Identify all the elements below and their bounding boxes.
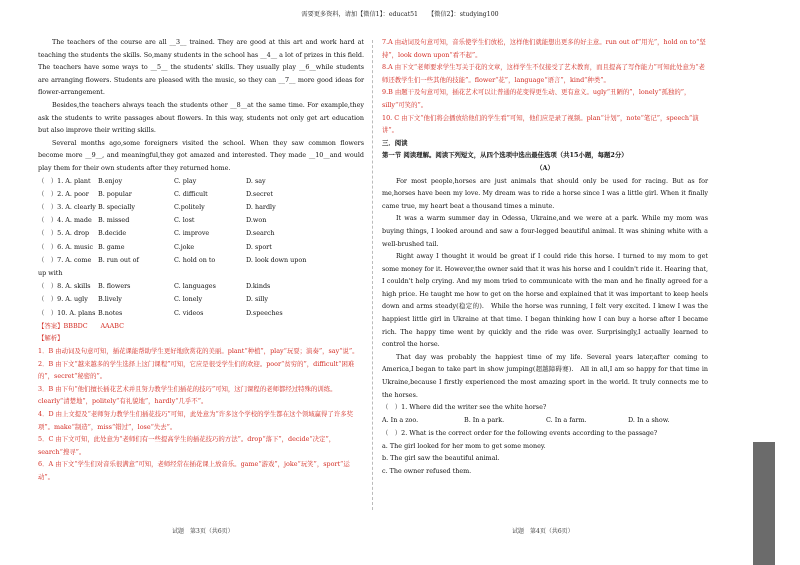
part-title: 第一节 阅读理解。阅读下列短文，从四个选项中选出最佳选项（共15小题，每题2分） (382, 151, 628, 160)
option-b: B.lively (98, 295, 122, 304)
option-c: C. lost (174, 216, 195, 225)
option-a: （ ）5. A. drop (38, 229, 90, 238)
header-wechat-1: 需要更多资料，请加【微信1】：educat51 (301, 11, 418, 18)
option-d: D.search (246, 229, 275, 238)
option-a: （ ）9. A. ugly (38, 295, 88, 304)
q1-option-a: A. In a zoo. (382, 415, 419, 424)
option-b: B. run out of (98, 255, 139, 264)
option-c: C. lonely (174, 295, 203, 304)
option-c: C.politely (174, 202, 205, 211)
analysis-item-7: 7.A 由动词及句意可知，音乐使学生们放松，这样他们就能想出更多的好主意。run out of“用光”，hold on to“坚持”，look down upon“看不起”。 (382, 38, 706, 59)
option-b: B. specially (98, 202, 136, 211)
option-c: C. improve (174, 229, 210, 238)
option-d: D.won (246, 216, 267, 225)
option-d: D.speeches (246, 308, 283, 317)
analysis-item-8: 8.A 由下文“老师要求学生写关于花的文章，这样学生不仅接受了艺术教育，而且提高了写作能力”可知此处意为“老师还教学生们一些其他的技能”。flower“花”，language“语言”，kind“种类”。 (382, 63, 705, 84)
question-1: （ ）1. Where did the writer see the white horse? (382, 403, 547, 412)
q2-item-a: a. The girl looked for her mom to get some money. (382, 441, 546, 450)
analysis-item-5: 5．C 由下文可知，此处意为“老师们有一些提高学生的插花技巧的方法”。drop“落下”，decide“决定”，search“搜寻”。 (38, 435, 336, 456)
section-title: 三．阅读 (382, 138, 408, 147)
analysis-item-10: 10. C 由下文“他们将会播放给他们的学生看”可知，他们应是录了视频。plan“计划”，note“笔记”，speech“演讲”。 (382, 113, 699, 135)
option-d: D. sport (246, 242, 272, 251)
option-row-4 (38, 214, 364, 227)
option-a: （ ）7. A. come up with (38, 255, 92, 277)
option-a: （ ）4. A. made (38, 216, 92, 225)
option-a: （ ）8. A. skills (38, 282, 91, 291)
option-a: （ ）1. A. plant (38, 176, 91, 185)
analysis-item-2: 2．B 由下文“越来越多的学生选择上这门课程”可知，它应是很受学生们的欢迎。poor“贫穷的”，difficult“困难的”，secret“秘密的”。 (38, 359, 355, 381)
analysis-item-9: 9.B 由题干及句意可知，插花艺术可以让普通的花变得更生动、更有意义。ugly“丑陋的”，lonely“孤独的”，silly“可笑的”。 (382, 88, 691, 109)
option-row-5 (38, 227, 364, 240)
q2-item-b: b. The girl saw the beautiful animal. (382, 454, 500, 463)
q1-option-b: B. In a park. (464, 415, 505, 424)
option-c: C. hold on to (174, 255, 216, 264)
option-d: D. hardly (246, 202, 276, 211)
left-page (38, 36, 364, 483)
option-a: （ ）10. A. plans (38, 308, 96, 317)
answer-key: 【答案】BBBDC AAABC (38, 321, 124, 330)
analysis-title: 【解析】 (38, 334, 64, 343)
option-c: C. videos (174, 308, 204, 317)
option-b: B. missed (98, 216, 130, 225)
cloze-paragraph-2: Besides,the teachers always teach the students other __8__at the same time. For example,they ask the students to write passages about flowers. In this way, students not only get art education but also improve their writing skills. (38, 100, 364, 135)
right-page (382, 36, 708, 477)
passage-paragraph-4: That day was probably the happiest time of my life. Several years later,after coming to America,I began to take part in show jumping(超越障碍赛). All in all,I am so happy for that time in Ukraine,because I firstly experienced the most amazing sport in the world. It truly connects me to the horses. (382, 352, 708, 399)
option-row-9 (38, 293, 364, 306)
option-d: D. silly (246, 295, 268, 304)
option-row-7 (38, 254, 364, 280)
analysis-item-3: 3．B 由下句“他们擅长插花艺术并且努力教学生们插花的技巧”可知，这门课程的老师都经过特殊的训练。clearly“清楚地”，politely“有礼貌地”，hardly“几乎不”。 (38, 384, 337, 406)
option-d: D. say (246, 176, 266, 185)
analysis-item-4: 4．D 由上文提及“老师努力教学生们插花技巧”可知，此处意为“许多这个学校的学生都在这个领域赢得了许多奖项”。make“制造”，miss“错过”，lose“失去”。 (38, 409, 353, 431)
option-row-6 (38, 241, 364, 254)
footer-right-page-number: 试题 第4页（共6页） (512, 528, 574, 535)
option-row-1 (38, 175, 364, 188)
page-divider (372, 40, 373, 510)
option-b: B. flowers (98, 282, 131, 291)
option-b: B. game (98, 242, 125, 251)
q1-option-d: D. In a show. (628, 415, 670, 424)
option-a: （ ）6. A. music (38, 242, 94, 251)
q2-item-c: c. The owner refused them. (382, 466, 472, 475)
options-list (38, 175, 364, 320)
option-c: C.joke (174, 242, 195, 251)
option-d: D. look down upon (246, 255, 307, 264)
question-2: （ ）2. What is the correct order for the following events according to the passage? (382, 429, 658, 438)
option-row-8 (38, 280, 364, 293)
option-b: B.notes (98, 308, 123, 317)
option-c: C. play (174, 176, 197, 185)
analysis-item-1: 1．B 由动词及句意可知，插花课能帮助学生更好地欣赏花的美丽。plant“种植”，play“玩耍；演奏”，say“说”。 (38, 346, 359, 355)
footer-left-page-number: 试题 第3页（共6页） (172, 528, 234, 535)
option-row-3 (38, 201, 364, 214)
option-a: （ ）2. A. poor (38, 189, 89, 198)
passage-paragraph-2: It was a warm summer day in Odessa, Ukraine,and we were at a park. While my mom was buying things, I looked around and saw a four-legged beautiful animal. It was shining white with a well-brushed tail. (382, 214, 708, 248)
option-b: B.enjoy (98, 176, 123, 185)
passage-paragraph-3: Right away I thought it would be great if I could ride this horse. I turned to my mom to get some money for it. However,the owner said that it was his horse and I couldn't ride it. Hearing that, I couldn't help crying. And my mom tried to communicate with the man and he finally agreed for a high price. He taught me how to get on the horse and explained that it was important to keep heels down and arms steady(稳定的). While the horse was running, I felt very excited. I knew I was the happiest little girl in Ukraine at that time. I began thinking how I can buy a horse after I became rich. The happy time went by quickly and the ride was over. Surprisingly,I actually learned to control the horse. (382, 252, 708, 349)
option-b: B. popular (98, 189, 132, 198)
cloze-paragraph-3: Several months ago,some foreigners visited the school. When they saw common flowers become more __9__, and meaningful,they got amazed and interested. They made __10__and would play them for their own students after they returned home. (38, 138, 364, 172)
cloze-paragraph-1: The teachers of the course are all __3__ trained. They are good at this art and work hard at teaching the students the skills. So,many students in the school has __4__ a lot of prizes in this field. The teachers have some ways to __5__ the students' skills. They usually play __6__while students are arranging flowers. Students are pleased with the music, so they can __7__ more good ideas for flower-arrangement. (38, 38, 364, 97)
option-c: C. languages (174, 282, 216, 291)
header-wechat-2: 【微信2】：studying100 (427, 11, 499, 18)
option-d: D.secret (246, 189, 273, 198)
option-a: （ ）3. A. clearly (38, 202, 96, 211)
option-d: D.kinds (246, 282, 271, 291)
option-b: B.decide (98, 229, 127, 238)
question-1-options (382, 414, 708, 427)
option-row-2 (38, 188, 364, 201)
passage-label: （A） (536, 163, 554, 172)
option-row-10 (38, 307, 364, 320)
passage-paragraph-1: For most people,horses are just animals that should only be used for racing. But as for me,horses have been my love. My dream was to ride a horse since I was a little girl. When it finally came true, my heart beat a thousand times a minute. (382, 176, 708, 210)
option-c: C. difficult (174, 189, 208, 198)
page-header (0, 9, 800, 18)
scan-edge-band (753, 442, 775, 565)
analysis-item-6: 6．A 由下文“学生们对音乐很满意”可知，老师经常在插花课上放音乐。game“游戏”，joke“玩笑”，sport“运动”。 (38, 460, 350, 481)
q1-option-c: C. In a farm. (546, 415, 587, 424)
